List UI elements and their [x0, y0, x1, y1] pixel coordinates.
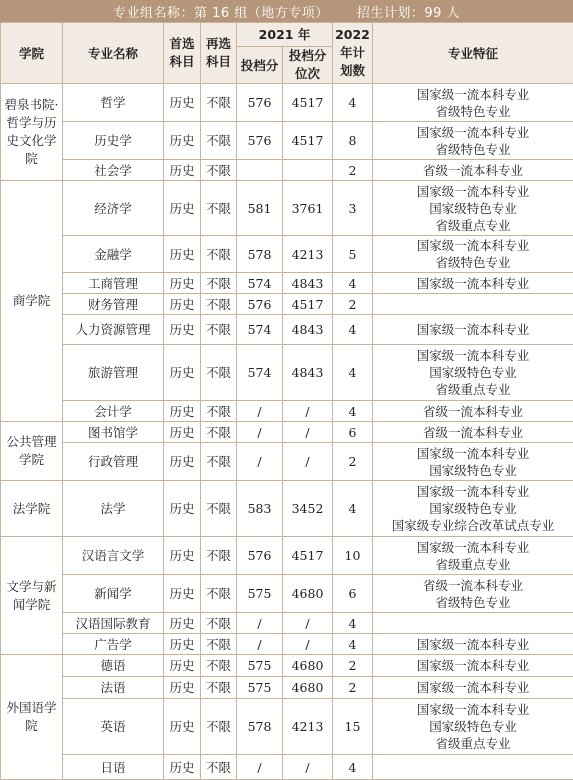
feature-item: 国家级一流本科专业: [416, 322, 530, 337]
plan-count-cell: 2: [333, 294, 373, 315]
min-rank-cell: 4517: [283, 294, 333, 315]
re-subject-cell: 不限: [201, 634, 237, 655]
header-min-rank: 投档分位次: [283, 47, 333, 84]
header-major: 专业名称: [63, 23, 164, 84]
min-rank-cell: 3452: [283, 481, 333, 537]
min-rank-cell: 4680: [283, 575, 333, 613]
feature-cell: [373, 613, 573, 634]
min-rank-cell: 4517: [283, 537, 333, 575]
major-name-cell: 行政管理: [63, 443, 164, 481]
first-subject-cell: 历史: [164, 755, 201, 780]
table-row: [1, 699, 573, 755]
table-row: [1, 122, 573, 160]
table-row: [1, 345, 573, 401]
major-name-cell: 日语: [63, 755, 164, 780]
min-rank-cell: 4843: [283, 273, 333, 294]
first-subject-cell: 历史: [164, 613, 201, 634]
min-rank-cell: 4517: [283, 122, 333, 160]
feature-cell: [373, 315, 573, 345]
first-subject-cell: 历史: [164, 677, 201, 699]
min-score-cell: 575: [237, 677, 283, 699]
min-score-cell: 574: [237, 345, 283, 401]
first-subject-cell: 历史: [164, 84, 201, 122]
min-rank-cell: /: [283, 401, 333, 422]
min-score-cell: 575: [237, 655, 283, 677]
re-subject-cell: 不限: [201, 613, 237, 634]
first-subject-cell: 历史: [164, 634, 201, 655]
feature-cell: [373, 755, 573, 780]
re-subject-cell: 不限: [201, 160, 237, 181]
first-subject-cell: 历史: [164, 294, 201, 315]
first-subject-cell: 历史: [164, 699, 201, 755]
min-rank-cell: 4213: [283, 236, 333, 273]
min-rank-cell: 4843: [283, 315, 333, 345]
major-name-cell: 金融学: [63, 236, 164, 273]
re-subject-cell: 不限: [201, 655, 237, 677]
feature-item: 省级特色专业: [435, 103, 511, 119]
college-name-cell: 外国语学院: [1, 655, 63, 780]
min-rank-cell: 4680: [283, 677, 333, 699]
re-subject-cell: 不限: [201, 422, 237, 443]
feature-cell: [373, 84, 573, 122]
header-2022-plan: 2022年计划数: [333, 23, 373, 84]
feature-item: 国家级一流本科专业: [416, 183, 530, 199]
first-subject-cell: 历史: [164, 443, 201, 481]
min-score-cell: /: [237, 755, 283, 780]
first-subject-cell: 历史: [164, 273, 201, 294]
feature-item: 省级一流本科专业: [422, 403, 523, 419]
major-name-cell: 德语: [63, 655, 164, 677]
feature-cell: [373, 537, 573, 575]
plan-count-cell: 4: [333, 273, 373, 294]
major-name-cell: 历史学: [63, 122, 164, 160]
min-score-cell: /: [237, 634, 283, 655]
feature-item: 国家级一流本科专业: [416, 86, 530, 102]
feature-cell: [373, 699, 573, 755]
feature-item: 国家级一流本科专业: [416, 658, 530, 673]
table-row: [1, 315, 573, 345]
re-subject-cell: 不限: [201, 236, 237, 273]
min-rank-cell: 4680: [283, 655, 333, 677]
feature-cell: [373, 160, 573, 181]
plan-count-cell: 6: [333, 575, 373, 613]
re-subject-cell: 不限: [201, 294, 237, 315]
feature-cell: [373, 345, 573, 401]
min-rank-cell: 3761: [283, 181, 333, 236]
re-subject-cell: 不限: [201, 401, 237, 422]
min-score-cell: /: [237, 401, 283, 422]
min-score-cell: 578: [237, 699, 283, 755]
plan-count-cell: 2: [333, 655, 373, 677]
plan-count-cell: 4: [333, 401, 373, 422]
feature-item: 省级重点专业: [435, 556, 511, 572]
re-subject-cell: 不限: [201, 345, 237, 401]
table-row: [1, 294, 573, 315]
feature-cell: [373, 122, 573, 160]
first-subject-cell: 历史: [164, 315, 201, 345]
first-subject-cell: 历史: [164, 122, 201, 160]
college-name-cell: 碧泉书院·哲学与历史文化学院: [1, 84, 63, 181]
header-feature: 专业特征: [373, 23, 573, 84]
major-name-cell: 广告学: [63, 634, 164, 655]
min-score-cell: 576: [237, 84, 283, 122]
feature-cell: [373, 481, 573, 537]
major-name-cell: 会计学: [63, 401, 164, 422]
table-header: [1, 23, 573, 84]
table-row: [1, 655, 573, 677]
table-row: [1, 634, 573, 655]
feature-item: 省级特色专业: [435, 255, 511, 270]
min-rank-cell: 4843: [283, 345, 333, 401]
min-score-cell: 581: [237, 181, 283, 236]
plan-count-cell: 15: [333, 699, 373, 755]
feature-cell: [373, 294, 573, 315]
feature-item: 省级特色专业: [435, 594, 511, 610]
feature-item: 国家级专业综合改革试点专业: [391, 518, 555, 533]
plan-count-cell: 2: [333, 677, 373, 699]
major-name-cell: 财务管理: [63, 294, 164, 315]
major-name-cell: 工商管理: [63, 273, 164, 294]
re-subject-cell: 不限: [201, 84, 237, 122]
re-subject-cell: 不限: [201, 122, 237, 160]
feature-item: 省级一流本科专业: [422, 162, 523, 178]
feature-item: 省级一流本科专业: [422, 577, 523, 593]
feature-item: 国家级一流本科专业: [416, 275, 530, 291]
re-subject-cell: 不限: [201, 699, 237, 755]
feature-item: 国家级一流本科专业: [416, 348, 530, 363]
plan-count-cell: 4: [333, 345, 373, 401]
feature-item: 国家级一流本科专业: [416, 238, 530, 253]
min-rank-cell: 4517: [283, 84, 333, 122]
re-subject-cell: 不限: [201, 755, 237, 780]
feature-item: 国家级一流本科专业: [416, 484, 530, 499]
min-rank-cell: /: [283, 422, 333, 443]
major-name-cell: 法语: [63, 677, 164, 699]
min-rank-cell: /: [283, 634, 333, 655]
min-score-cell: 575: [237, 575, 283, 613]
table-row: [1, 422, 573, 443]
min-rank-cell: /: [283, 755, 333, 780]
feature-item: 国家级一流本科专业: [416, 445, 530, 461]
table-row: [1, 401, 573, 422]
major-name-cell: 汉语言文学: [63, 537, 164, 575]
table-row: [1, 677, 573, 699]
table-body: [1, 84, 573, 780]
table-row: [1, 181, 573, 236]
feature-cell: [373, 236, 573, 273]
min-rank-cell: [283, 160, 333, 181]
first-subject-cell: 历史: [164, 537, 201, 575]
group-banner: [0, 0, 573, 22]
table-row: [1, 236, 573, 273]
table-row: [1, 755, 573, 780]
table-row: [1, 613, 573, 634]
major-name-cell: 英语: [63, 699, 164, 755]
feature-item: 国家级一流本科专业: [416, 539, 530, 555]
feature-cell: [373, 181, 573, 236]
feature-item: 省级重点专业: [435, 382, 511, 397]
min-score-cell: 583: [237, 481, 283, 537]
first-subject-cell: 历史: [164, 575, 201, 613]
plan-count-cell: 4: [333, 84, 373, 122]
plan-count-cell: 5: [333, 236, 373, 273]
college-name-cell: 公共管理学院: [1, 422, 63, 481]
feature-item: 国家级特色专业: [429, 719, 517, 734]
feature-cell: [373, 443, 573, 481]
min-score-cell: 576: [237, 537, 283, 575]
plan-count-cell: 4: [333, 481, 373, 537]
feature-item: 国家级一流本科专业: [416, 680, 530, 695]
min-score-cell: [237, 160, 283, 181]
feature-item: 国家级特色专业: [429, 462, 517, 478]
feature-cell: [373, 401, 573, 422]
re-subject-cell: 不限: [201, 677, 237, 699]
min-rank-cell: /: [283, 613, 333, 634]
group-name: 专业组名称：第 16 组（地方专项）: [113, 5, 329, 21]
first-subject-cell: 历史: [164, 181, 201, 236]
feature-item: 省级重点专业: [435, 217, 511, 233]
plan-count-cell: 6: [333, 422, 373, 443]
major-name-cell: 图书馆学: [63, 422, 164, 443]
table-row: [1, 575, 573, 613]
re-subject-cell: 不限: [201, 481, 237, 537]
feature-cell: [373, 655, 573, 677]
min-score-cell: 576: [237, 122, 283, 160]
first-subject-cell: 历史: [164, 401, 201, 422]
feature-item: 国家级一流本科专业: [416, 636, 530, 652]
header-first-subject: 首选科目: [164, 23, 201, 84]
first-subject-cell: 历史: [164, 160, 201, 181]
plan-count-cell: 4: [333, 634, 373, 655]
plan-count-cell: 2: [333, 443, 373, 481]
plan-count-cell: 4: [333, 613, 373, 634]
feature-cell: [373, 273, 573, 294]
table-row: [1, 273, 573, 294]
table-row: [1, 537, 573, 575]
first-subject-cell: 历史: [164, 345, 201, 401]
table-row: [1, 160, 573, 181]
major-name-cell: 汉语国际教育: [63, 613, 164, 634]
plan-count-cell: 4: [333, 755, 373, 780]
feature-item: 国家级一流本科专业: [416, 702, 530, 717]
feature-cell: [373, 575, 573, 613]
first-subject-cell: 历史: [164, 422, 201, 443]
major-name-cell: 哲学: [63, 84, 164, 122]
min-score-cell: /: [237, 422, 283, 443]
header-2021: 2021 年: [237, 23, 333, 47]
college-name-cell: 文学与新闻学院: [1, 537, 63, 655]
college-name-cell: 法学院: [1, 481, 63, 537]
feature-item: 国家级特色专业: [429, 365, 517, 380]
major-name-cell: 社会学: [63, 160, 164, 181]
re-subject-cell: 不限: [201, 273, 237, 294]
feature-item: 省级一流本科专业: [422, 424, 523, 440]
min-score-cell: 576: [237, 294, 283, 315]
table-row: [1, 84, 573, 122]
re-subject-cell: 不限: [201, 443, 237, 481]
major-name-cell: 新闻学: [63, 575, 164, 613]
admission-table: [0, 22, 573, 780]
feature-cell: [373, 677, 573, 699]
min-rank-cell: 4213: [283, 699, 333, 755]
feature-item: 国家级特色专业: [429, 501, 517, 516]
re-subject-cell: 不限: [201, 537, 237, 575]
plan-count-cell: 2: [333, 160, 373, 181]
min-score-cell: /: [237, 613, 283, 634]
re-subject-cell: 不限: [201, 315, 237, 345]
feature-cell: [373, 422, 573, 443]
min-score-cell: 574: [237, 315, 283, 345]
table-row: [1, 443, 573, 481]
feature-cell: [373, 634, 573, 655]
feature-item: 省级重点专业: [435, 736, 511, 751]
major-name-cell: 法学: [63, 481, 164, 537]
major-name-cell: 人力资源管理: [63, 315, 164, 345]
min-rank-cell: /: [283, 443, 333, 481]
feature-item: 国家级一流本科专业: [416, 124, 530, 140]
college-name-cell: 商学院: [1, 181, 63, 422]
major-name-cell: 旅游管理: [63, 345, 164, 401]
min-score-cell: 578: [237, 236, 283, 273]
feature-item: 省级特色专业: [435, 141, 511, 157]
first-subject-cell: 历史: [164, 236, 201, 273]
first-subject-cell: 历史: [164, 655, 201, 677]
major-name-cell: 经济学: [63, 181, 164, 236]
re-subject-cell: 不限: [201, 181, 237, 236]
min-score-cell: /: [237, 443, 283, 481]
header-college: 学院: [1, 23, 63, 84]
plan-count-cell: 8: [333, 122, 373, 160]
plan-count-cell: 10: [333, 537, 373, 575]
header-re-subject: 再选科目: [201, 23, 237, 84]
re-subject-cell: 不限: [201, 575, 237, 613]
plan-count-cell: 3: [333, 181, 373, 236]
header-min-score: 投档分: [237, 47, 283, 84]
enrollment-plan: 招生计划：99 人: [356, 5, 460, 21]
plan-count-cell: 4: [333, 315, 373, 345]
first-subject-cell: 历史: [164, 481, 201, 537]
table-row: [1, 481, 573, 537]
min-score-cell: 574: [237, 273, 283, 294]
feature-item: 国家级特色专业: [429, 200, 517, 216]
